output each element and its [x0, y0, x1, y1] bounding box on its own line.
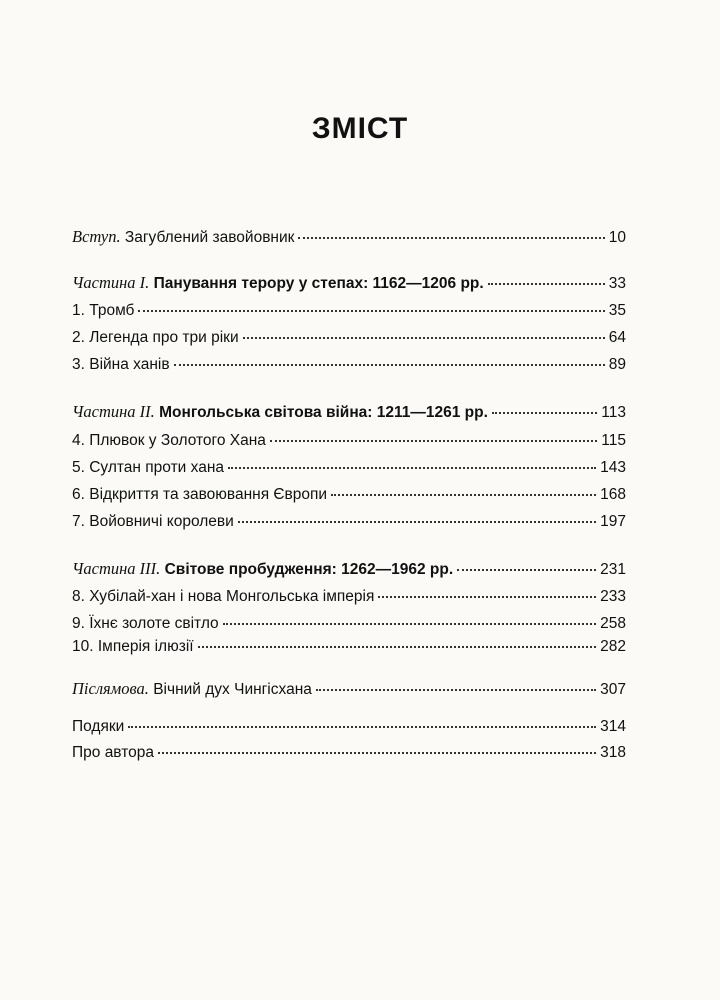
toc-entry-prefix: Частина III.	[72, 559, 161, 578]
toc-entry-title: 6. Відкриття та завоювання Європи	[72, 486, 328, 503]
dot-leader	[270, 440, 597, 442]
toc-entry-about-author	[72, 743, 626, 763]
toc-entry-prefix: Післямова.	[72, 679, 149, 698]
toc-entry-title: 10. Імперія ілюзії	[72, 638, 194, 655]
toc-entry-chapter-5	[72, 458, 626, 478]
toc-page-number: 168	[600, 486, 626, 503]
dot-leader	[378, 596, 596, 598]
toc-entry-title: Монгольська світова війна: 1211—1261 рр.	[159, 404, 488, 421]
toc-entry-title: Подяки	[72, 718, 125, 735]
toc-entry-chapter-7	[72, 512, 626, 532]
toc-entry-chapter-10	[72, 637, 626, 657]
dot-leader	[243, 337, 605, 339]
toc-page-number: 314	[600, 718, 626, 735]
page-title: ЗМІСТ	[311, 112, 409, 145]
dot-leader	[492, 412, 597, 414]
toc-entry-title: Світове пробудження: 1262—1962 рр.	[164, 561, 454, 578]
toc-entry-title: 4. Плювок у Золотого Хана	[72, 432, 266, 449]
toc-entry-title: Загублений завойовник	[124, 229, 295, 246]
toc-entry-title: 8. Хубілай-хан і нова Монгольська імперія	[72, 588, 375, 605]
toc-entry-part-1	[72, 273, 626, 294]
toc-entry-chapter-6	[72, 485, 626, 505]
toc-entry-intro	[72, 227, 626, 248]
dot-leader	[223, 623, 596, 625]
toc-entry-acknowledgements	[72, 717, 626, 737]
toc-page-number: 233	[600, 588, 626, 605]
toc-entry-chapter-8	[72, 587, 626, 607]
dot-leader	[488, 283, 605, 285]
dot-leader	[316, 689, 596, 691]
toc-entry-title: Панування терору у степах: 1162—1206 рр.	[153, 275, 484, 292]
toc-entry-chapter-9	[72, 614, 626, 634]
dot-leader	[174, 364, 605, 366]
toc-entry-part-2	[72, 402, 626, 423]
dot-leader	[238, 521, 596, 523]
dot-leader	[128, 726, 596, 728]
toc-entry-title: 9. Їхнє золоте світло	[72, 615, 219, 632]
toc-entry-title: 1. Тромб	[72, 302, 135, 319]
dot-leader	[298, 237, 604, 239]
toc-page-number: 115	[601, 432, 626, 449]
toc-entry-title: 2. Легенда про три ріки	[72, 329, 239, 346]
toc-page-number: 33	[608, 275, 626, 292]
toc-page-number: 64	[608, 329, 626, 346]
toc-entry-chapter-1	[72, 301, 626, 321]
toc-page-number: 89	[608, 356, 626, 373]
toc-entry-afterword	[72, 679, 626, 700]
toc-page-number: 258	[600, 615, 626, 632]
toc-entry-title: Вічний дух Чингісхана	[153, 681, 312, 698]
toc-entry-prefix: Вступ.	[72, 227, 121, 246]
toc-page-number: 318	[600, 744, 626, 761]
toc-entry-chapter-2	[72, 328, 626, 348]
toc-page-number: 197	[600, 513, 626, 530]
toc-entry-chapter-3	[72, 355, 626, 375]
toc-entry-title: Про автора	[72, 744, 154, 761]
toc-entry-chapter-4	[72, 431, 626, 451]
toc-entry-title: 5. Султан проти хана	[72, 459, 225, 476]
dot-leader	[331, 494, 596, 496]
toc-page-number: 113	[601, 404, 626, 421]
dot-leader	[228, 467, 596, 469]
dot-leader	[198, 646, 597, 648]
toc-entry-part-3	[72, 559, 626, 580]
toc-entry-title: 7. Войовничі королеви	[72, 513, 234, 530]
toc-page-number: 282	[600, 638, 626, 655]
dot-leader	[158, 752, 596, 754]
toc-entry-prefix: Частина II.	[72, 402, 155, 421]
dot-leader	[138, 310, 604, 312]
toc-page-number: 307	[600, 681, 626, 698]
toc-entry-title: 3. Війна ханів	[72, 356, 170, 373]
dot-leader	[457, 569, 596, 571]
toc-page-number: 10	[608, 229, 626, 246]
toc-page-number: 231	[600, 561, 626, 578]
toc-entry-prefix: Частина I.	[72, 273, 150, 292]
toc-page-number: 35	[608, 302, 626, 319]
toc-page-number: 143	[600, 459, 626, 476]
